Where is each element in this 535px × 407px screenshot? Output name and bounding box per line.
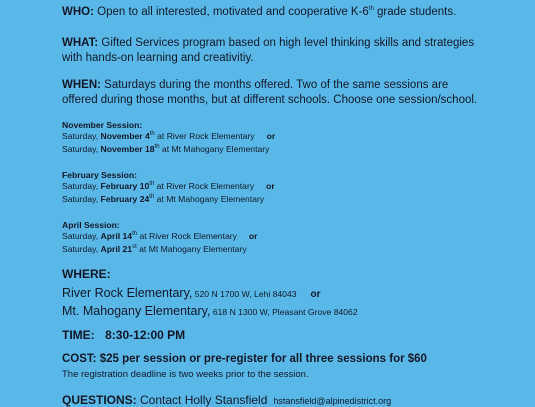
where-or: or	[310, 289, 321, 300]
session-row	[62, 144, 269, 154]
when-text-1: Saturdays during the months offered. Two of the same sessions are	[100, 79, 449, 91]
where-location-1	[62, 284, 321, 302]
row-prefix: Saturday,	[62, 244, 101, 254]
row-date: November 4	[100, 131, 150, 141]
row-prefix: Saturday,	[62, 144, 101, 154]
who-line	[62, 6, 456, 18]
who-sup: th	[368, 6, 374, 13]
session-title-february: February Session:	[62, 170, 137, 180]
row-place: at Mt Mahogany Elementary	[136, 244, 247, 254]
session-row	[62, 194, 264, 204]
or-label: or	[266, 131, 276, 141]
row-prefix: Saturday,	[62, 194, 101, 204]
cost-label: COST:	[62, 353, 97, 365]
row-prefix: Saturday,	[62, 231, 101, 241]
when-line-1	[62, 79, 448, 91]
what-line-2: with hands-on learning and creativitiy.	[62, 52, 254, 64]
time-value: 8:30-12:00 PM	[105, 328, 186, 342]
when-line-2: offered during those months, but at different schools. Choose one session/school.	[62, 94, 478, 106]
session-row	[62, 231, 258, 241]
where-label: WHERE:	[62, 267, 111, 281]
time-label: TIME:	[62, 328, 95, 342]
session-title-april: April Session:	[62, 220, 120, 230]
session-row	[62, 244, 247, 254]
row-sup: th	[154, 144, 160, 151]
row-date: February 10	[100, 181, 150, 191]
location-2-address: 618 N 1300 W, Pleasant Grove 84062	[210, 307, 358, 317]
session-row	[62, 181, 275, 191]
row-date: April 14	[100, 231, 133, 241]
row-place: at River Rock Elementary	[137, 231, 237, 241]
row-date: February 24	[100, 194, 150, 204]
row-place: at Mt Mahogany Elementary	[159, 144, 270, 154]
row-prefix: Saturday,	[62, 131, 101, 141]
what-text-1: Gifted Services program based on high level thinking skills and strategies	[98, 37, 475, 49]
cost-value: $25 per session or pre-register for all three sessions for $60	[96, 353, 427, 365]
who-text: Open to all interested, motivated and cooperative K-6	[93, 6, 369, 18]
or-label: or	[248, 231, 258, 241]
session-title-november: November Session:	[62, 120, 143, 130]
location-2-name: Mt. Mahogany Elementary,	[62, 304, 211, 318]
questions-label: QUESTIONS:	[62, 393, 137, 407]
row-prefix: Saturday,	[62, 181, 101, 191]
row-place: at Mt Mahogany Elementary	[154, 194, 265, 204]
location-1-address: 520 N 1700 W, Lehi 84043	[192, 289, 297, 299]
questions-line	[62, 393, 391, 407]
or-label: or	[266, 181, 275, 191]
what-line-1	[62, 37, 474, 49]
session-row	[62, 131, 275, 141]
row-sup: th	[149, 131, 155, 138]
cost-line	[62, 353, 427, 365]
row-sup: th	[132, 231, 138, 238]
questions-text: Contact Holly Stansfield	[136, 393, 268, 407]
who-label: WHO:	[62, 6, 94, 18]
row-sup: th	[149, 194, 155, 201]
row-sup: th	[149, 181, 155, 188]
who-tail: grade students.	[373, 6, 457, 18]
what-label: WHAT:	[62, 37, 99, 49]
questions-email[interactable]: hstansfield@alpinedistrict.org	[273, 396, 392, 406]
where-location-2	[62, 302, 358, 320]
row-date: April 21	[100, 244, 133, 254]
row-place: at River Rock Elementary	[154, 181, 255, 191]
time-line	[62, 326, 185, 344]
when-label: WHEN:	[62, 79, 101, 91]
row-place: at River Rock Elementary	[154, 131, 255, 141]
cost-note: The registration deadline is two weeks prior to the session.	[62, 369, 309, 380]
location-1-name: River Rock Elementary,	[62, 286, 193, 300]
row-sup: st	[132, 244, 137, 251]
row-date: November 18	[100, 144, 155, 154]
